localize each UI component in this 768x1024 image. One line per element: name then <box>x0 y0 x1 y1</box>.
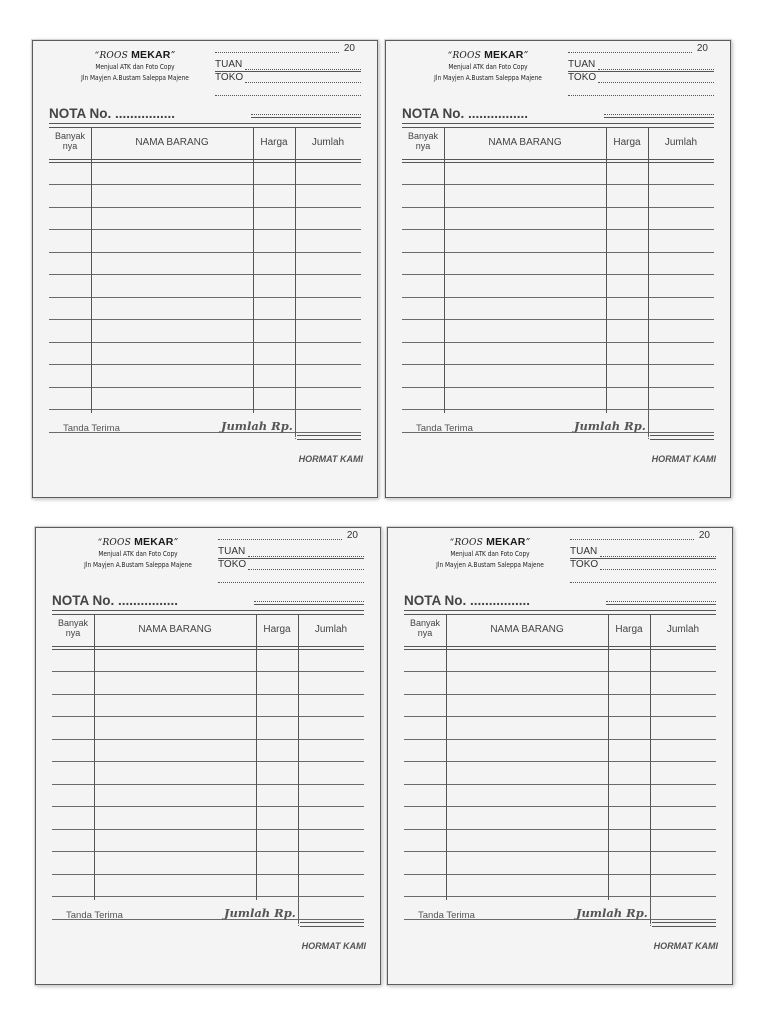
total-rule <box>300 926 364 927</box>
col-header-nama-barang: NAMA BARANG <box>488 137 562 148</box>
table-row-line <box>404 829 716 830</box>
shop-name <box>400 536 580 548</box>
date-year: 20 <box>696 43 708 54</box>
tanda-terima-label: Tanda Terima <box>418 910 475 921</box>
nota-rule <box>254 604 364 605</box>
quote-close: ” <box>170 51 176 61</box>
quote-open: “ <box>97 538 103 548</box>
shop-name-text: MEKAR <box>486 536 526 548</box>
date-field[interactable] <box>218 530 366 542</box>
table-row-line <box>52 694 364 695</box>
table-row-line <box>402 409 714 410</box>
nota-rule <box>604 114 714 115</box>
table-row-line <box>402 387 714 388</box>
col-divider <box>606 127 607 413</box>
nota-rule <box>251 117 361 118</box>
date-field[interactable] <box>568 43 716 55</box>
nota-form-4 <box>387 527 733 985</box>
table-row-line <box>49 184 361 185</box>
table-row-line <box>404 671 716 672</box>
table-row-line <box>52 851 364 852</box>
total-rule <box>297 439 361 440</box>
table-top-rule <box>404 614 716 615</box>
quote-close: ” <box>525 538 531 548</box>
nota-rule <box>606 604 716 605</box>
shop-name <box>45 49 225 61</box>
date-field[interactable] <box>570 530 718 542</box>
col-header-nama-barang: NAMA BARANG <box>138 624 212 635</box>
table-row-line <box>49 207 361 208</box>
table-row-line <box>402 229 714 230</box>
table-row-line <box>402 207 714 208</box>
date-year: 20 <box>698 530 710 541</box>
table-row-line <box>49 342 361 343</box>
header-rule <box>404 649 716 650</box>
shop-address: Jln Mayjen A.Bustam Saleppa Majene <box>84 560 192 569</box>
tuan-field[interactable] <box>570 546 716 558</box>
total-rule <box>652 926 716 927</box>
table-row-line <box>402 252 714 253</box>
table-row-line <box>49 252 361 253</box>
shop-tagline: Menjual ATK dan Foto Copy <box>95 62 175 71</box>
table-row-line <box>52 739 364 740</box>
table-row-line <box>52 829 364 830</box>
toko-field[interactable] <box>570 558 716 571</box>
toko-label: TOKO <box>568 72 597 83</box>
shop-header <box>48 536 228 570</box>
table-row-line <box>402 364 714 365</box>
table-top-rule <box>404 610 716 611</box>
table-row-line <box>49 409 361 410</box>
shop-tagline: Menjual ATK dan Foto Copy <box>98 549 178 558</box>
toko-field[interactable] <box>568 71 714 84</box>
jumlah-rp-label: Jumlah Rp. <box>574 419 646 433</box>
table-top-rule <box>49 127 361 128</box>
shop-tagline: Menjual ATK dan Foto Copy <box>450 549 530 558</box>
col-divider <box>298 614 299 924</box>
nota-number[interactable]: NOTA No. ................ <box>52 593 179 608</box>
shop-tagline: Menjual ATK dan Foto Copy <box>448 62 528 71</box>
table-row-line <box>52 896 364 897</box>
nota-number[interactable]: NOTA No. ................ <box>402 106 529 121</box>
col-divider <box>295 127 296 437</box>
table-row-line <box>52 716 364 717</box>
total-rule <box>300 922 364 923</box>
hormat-kami-label: HORMAT KAMI <box>301 941 366 951</box>
table-row-line <box>402 319 714 320</box>
tuan-field[interactable] <box>215 59 361 71</box>
tanda-terima-label: Tanda Terima <box>416 423 473 434</box>
shop-address: Jln Mayjen A.Bustam Saleppa Majene <box>436 560 544 569</box>
shop-name <box>48 536 228 548</box>
table-row-line <box>404 896 716 897</box>
quote-open: “ <box>94 51 100 61</box>
quote-open: “ <box>447 51 453 61</box>
table-row-line <box>49 274 361 275</box>
total-box-edge <box>295 409 296 439</box>
table-row-line <box>52 761 364 762</box>
table-top-rule <box>402 123 714 124</box>
header-rule <box>404 646 716 647</box>
col-header-banyaknya: Banyak nya <box>407 131 439 151</box>
total-rule <box>652 922 716 923</box>
col-divider <box>608 614 609 900</box>
nota-rule <box>604 117 714 118</box>
col-header-banyaknya: Banyak nya <box>57 618 89 638</box>
table-row-line <box>49 319 361 320</box>
tuan-label: TUAN <box>568 59 596 70</box>
tuan-label: TUAN <box>218 546 246 557</box>
col-header-nama-barang: NAMA BARANG <box>490 624 564 635</box>
total-box-edge <box>298 896 299 926</box>
col-divider <box>446 614 447 900</box>
shop-address: Jln Mayjen A.Bustam Saleppa Majene <box>81 73 189 82</box>
shop-name-text: MEKAR <box>134 536 174 548</box>
toko-field[interactable] <box>215 71 361 84</box>
col-header-jumlah: Jumlah <box>311 137 345 148</box>
toko-label: TOKO <box>218 559 247 570</box>
table-row-line <box>404 716 716 717</box>
header-rule <box>52 646 364 647</box>
quote-close: ” <box>523 51 529 61</box>
total-box-edge <box>648 409 649 439</box>
shop-name-text: MEKAR <box>484 49 524 61</box>
tuan-field[interactable] <box>568 59 714 71</box>
nota-form-3 <box>35 527 381 985</box>
date-year: 20 <box>346 530 358 541</box>
total-rule <box>650 435 714 436</box>
header-rule <box>402 159 714 160</box>
table-row-line <box>404 784 716 785</box>
nota-number[interactable]: NOTA No. ................ <box>404 593 531 608</box>
total-rule <box>650 439 714 440</box>
nota-rule <box>251 114 361 115</box>
col-divider <box>648 127 649 437</box>
shop-logo-text: ROOS <box>102 538 131 548</box>
table-row-line <box>52 806 364 807</box>
col-divider <box>444 127 445 413</box>
shop-header <box>398 49 578 83</box>
total-rule <box>297 435 361 436</box>
col-header-harga: Harga <box>615 624 643 635</box>
tuan-label: TUAN <box>215 59 243 70</box>
table-row-line <box>52 671 364 672</box>
table-top-rule <box>52 614 364 615</box>
nota-form-1 <box>32 40 378 498</box>
jumlah-rp-label: Jumlah Rp. <box>221 419 293 433</box>
table-row-line <box>402 274 714 275</box>
total-box-edge <box>650 896 651 926</box>
tuan-field[interactable] <box>218 546 364 558</box>
col-header-harga: Harga <box>263 624 291 635</box>
tuan-label: TUAN <box>570 546 598 557</box>
table-row-line <box>402 184 714 185</box>
nota-form-2 <box>385 40 731 498</box>
col-header-banyaknya: Banyak nya <box>54 131 86 151</box>
shop-logo-text: ROOS <box>99 51 128 61</box>
header-rule <box>49 159 361 160</box>
table-row-line <box>404 761 716 762</box>
table-row-line <box>49 229 361 230</box>
table-row-line <box>52 784 364 785</box>
hormat-kami-label: HORMAT KAMI <box>653 941 718 951</box>
table-row-line <box>402 342 714 343</box>
table-row-line <box>49 297 361 298</box>
table-row-line <box>52 874 364 875</box>
nota-rule <box>254 601 364 602</box>
tanda-terima-label: Tanda Terima <box>63 423 120 434</box>
jumlah-rp-label: Jumlah Rp. <box>576 906 648 920</box>
col-header-nama-barang: NAMA BARANG <box>135 137 209 148</box>
col-header-harga: Harga <box>613 137 641 148</box>
toko-label: TOKO <box>215 72 244 83</box>
table-row-line <box>49 387 361 388</box>
col-header-banyaknya: Banyak nya <box>409 618 441 638</box>
quote-close: ” <box>173 538 179 548</box>
col-header-jumlah: Jumlah <box>314 624 348 635</box>
shop-address: Jln Mayjen A.Bustam Saleppa Majene <box>434 73 542 82</box>
shop-name <box>398 49 578 61</box>
hormat-kami-label: HORMAT KAMI <box>298 454 363 464</box>
table-row-line <box>402 297 714 298</box>
tanda-terima-label: Tanda Terima <box>66 910 123 921</box>
col-divider <box>91 127 92 413</box>
col-divider <box>94 614 95 900</box>
header-rule <box>49 162 361 163</box>
col-header-jumlah: Jumlah <box>664 137 698 148</box>
col-divider <box>253 127 254 413</box>
header-rule <box>402 162 714 163</box>
toko-field[interactable] <box>218 558 364 571</box>
date-field[interactable] <box>215 43 363 55</box>
hormat-kami-label: HORMAT KAMI <box>651 454 716 464</box>
table-top-rule <box>402 127 714 128</box>
table-row-line <box>404 806 716 807</box>
header-rule <box>52 649 364 650</box>
shop-name-text: MEKAR <box>131 49 171 61</box>
table-top-rule <box>52 610 364 611</box>
col-divider <box>256 614 257 900</box>
table-row-line <box>49 364 361 365</box>
shop-logo-text: ROOS <box>454 538 483 548</box>
table-row-line <box>404 694 716 695</box>
date-year: 20 <box>343 43 355 54</box>
nota-number[interactable]: NOTA No. ................ <box>49 106 176 121</box>
col-divider <box>650 614 651 924</box>
col-header-harga: Harga <box>260 137 288 148</box>
table-top-rule <box>49 123 361 124</box>
table-row-line <box>404 851 716 852</box>
nota-rule <box>606 601 716 602</box>
toko-label: TOKO <box>570 559 599 570</box>
shop-header <box>400 536 580 570</box>
jumlah-rp-label: Jumlah Rp. <box>224 906 296 920</box>
quote-open: “ <box>449 538 455 548</box>
col-header-jumlah: Jumlah <box>666 624 700 635</box>
table-row-line <box>404 874 716 875</box>
shop-header <box>45 49 225 83</box>
table-row-line <box>404 739 716 740</box>
shop-logo-text: ROOS <box>452 51 481 61</box>
